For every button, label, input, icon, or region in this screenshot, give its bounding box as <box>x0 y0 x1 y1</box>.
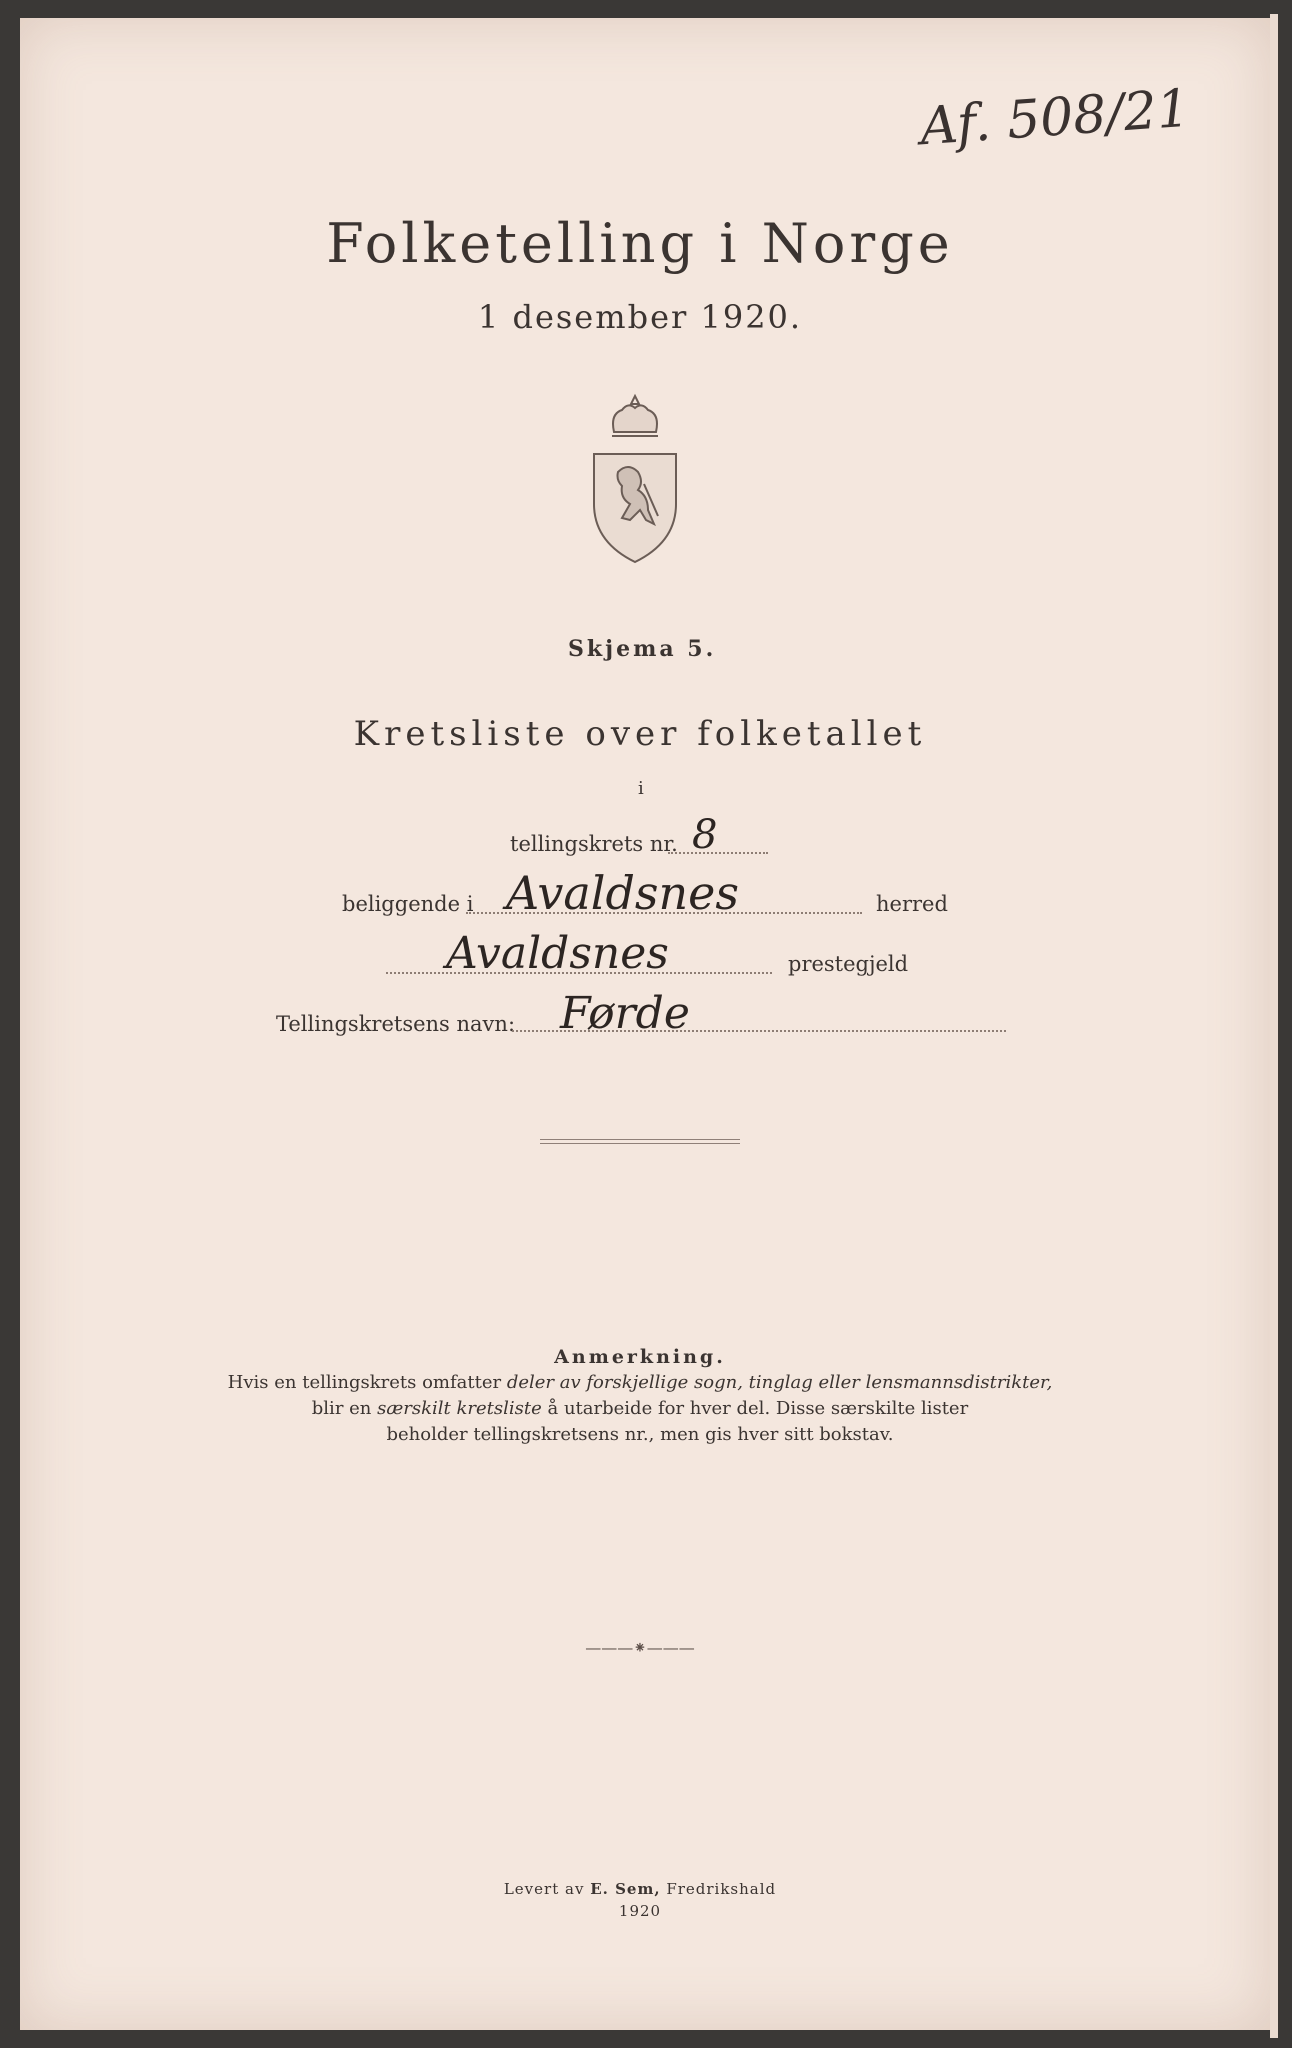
herred-label: herred <box>876 892 948 916</box>
district-number-value: 8 <box>692 812 718 858</box>
page-title: Folketelling i Norge <box>326 212 954 275</box>
prestegjeld-label: prestegjeld <box>788 952 909 976</box>
section-divider-lower <box>540 1143 740 1144</box>
note-line-2 <box>0 1398 1280 1419</box>
printer-line <box>0 1880 1280 1898</box>
census-date: 1 desember 1920. <box>477 298 803 336</box>
printer-place: Fredrikshald <box>660 1880 777 1898</box>
preposition: i <box>638 778 644 799</box>
district-name-label: Tellingskretsens navn: <box>276 1012 516 1036</box>
located-in-label: beliggende i <box>342 892 474 916</box>
ornament-divider: ———⁕——— <box>585 1638 695 1657</box>
note-line-1-plain: Hvis en tellingskrets omfatter <box>227 1372 507 1393</box>
norwegian-coat-of-arms-icon <box>588 392 682 566</box>
printer-year: 1920 <box>618 1902 662 1920</box>
note-line-1-italic: deler av forskjellige sogn, tinglag eller lensmannsdistrikter, <box>506 1372 1053 1393</box>
archive-mark: Af. 508/21 <box>918 78 1192 158</box>
prestegjeld-value: Avaldsnes <box>446 928 669 979</box>
printer-name: E. Sem, <box>590 1880 661 1898</box>
note-heading: Anmerkning. <box>554 1346 726 1368</box>
note-line-3: beholder tellingskretsens nr., men gis hver sitt bokstav. <box>386 1424 894 1445</box>
located-in-value: Avaldsnes <box>506 866 739 920</box>
note-line-2-plain: blir en <box>311 1398 378 1419</box>
note-line-2-italic: særskilt kretsliste <box>377 1398 542 1419</box>
schema-number: Skjema 5. <box>568 636 717 662</box>
district-number-label: tellingskrets nr. <box>510 832 678 856</box>
form-subtitle: Kretsliste over folketallet <box>353 714 927 754</box>
note-line-1 <box>0 1372 1280 1393</box>
printer-prefix: Levert av <box>503 1880 591 1898</box>
district-number-line <box>668 852 768 854</box>
section-divider <box>540 1139 740 1140</box>
note-line-2-rest: å utarbeide for hver del. Disse særskilte lister <box>541 1398 969 1419</box>
district-name-value: Førde <box>560 988 690 1039</box>
